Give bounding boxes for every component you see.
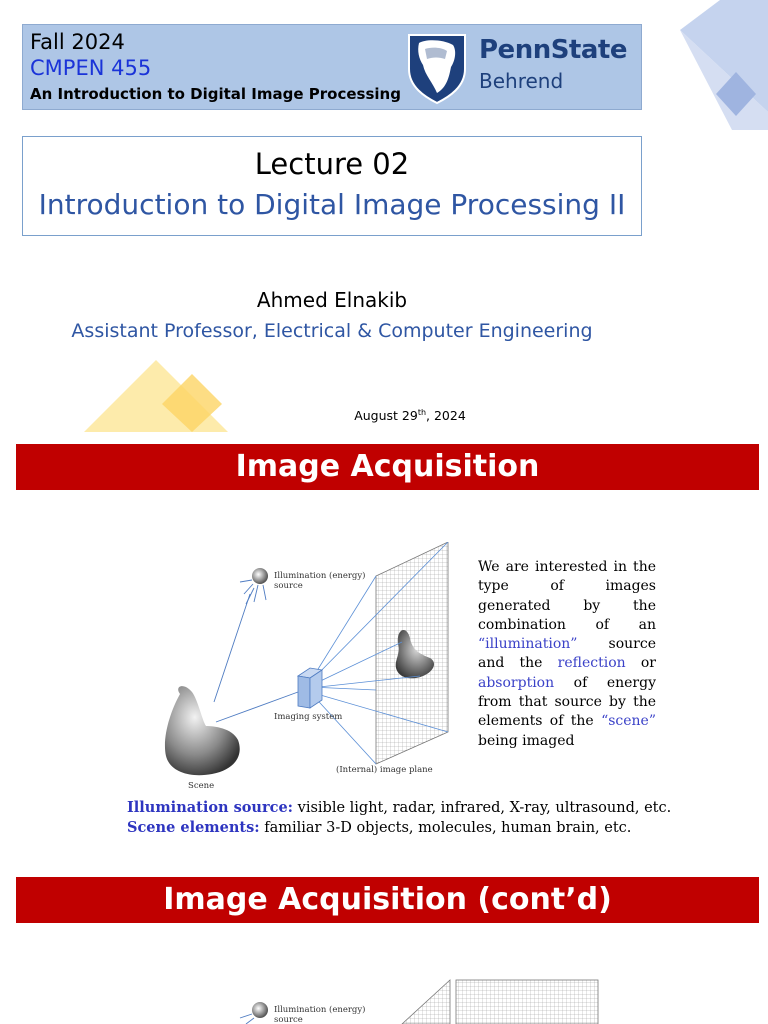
desc-text: of energy from that source by the elements of the [478,674,656,730]
note-label: Illumination source: [127,799,294,816]
term-scene: “scene” [601,713,656,730]
term-absorption: absorption [478,674,555,691]
course-term: Fall 2024 [30,30,125,54]
image-acquisition-diagram [150,542,466,794]
image-acquisition-diagram-partial [150,978,610,1024]
illumination-label-line2: source [274,1015,303,1024]
term-reflection: reflection [557,655,626,672]
slide-title-image-acquisition: Image Acquisition [16,444,759,490]
desc-text: being imaged [478,732,575,749]
illumination-label-line1: Illumination (energy) [274,571,366,581]
imaging-system-label: Imaging system [274,712,343,722]
imaging-system-icon [298,676,310,708]
illumination-label-line1: Illumination (energy) [274,1005,366,1015]
illumination-source-icon [252,1002,268,1018]
note-scene [127,818,727,838]
note-text: familiar 3-D objects, molecules, human brain, etc. [259,820,632,836]
nittany-lion-shield-icon [403,31,471,105]
scene-object [165,686,240,775]
acquisition-notes [127,798,727,838]
course-title: An Introduction to Digital Image Processing [30,85,401,103]
logo-text-behrend: Behrend [479,69,564,93]
lecture-date [300,408,520,423]
lecture-subtitle: Introduction to Digital Image Processing II [38,188,626,221]
lecture-title-box [22,136,642,236]
note-text: visible light, radar, infrared, X-ray, ultrasound, etc. [293,800,672,816]
desc-text: We are interested in the type of images generated by the combination of an [478,559,656,633]
course-code: CMPEN 455 [30,56,152,80]
author-title: Assistant Professor, Electrical & Computer Engineering [71,320,593,342]
note-illumination [127,798,727,818]
lecture-number: Lecture 02 [254,147,410,181]
decorative-blue-diamond [660,0,768,130]
date-rest: , 2024 [426,408,466,424]
date-suffix: th [417,408,427,417]
course-header-box [22,24,642,110]
scene-label: Scene [188,781,215,791]
desc-text: source and the [478,636,656,672]
slide-title-image-acquisition-contd: Image Acquisition (cont’d) [16,877,759,923]
logo-text-pennstate: PennState [479,35,627,65]
date-prefix: August 29 [354,408,418,424]
term-illumination: “illumination” [478,636,578,653]
decorative-yellow-triangle [84,360,228,432]
image-plane-label: (Internal) image plane [336,765,433,775]
desc-text: or [625,655,656,672]
pennstate-behrend-logo [403,31,639,105]
acquisition-description [478,558,656,751]
illumination-label-line2: source [274,581,303,591]
illumination-source-icon [252,568,268,584]
note-label: Scene elements: [127,819,260,836]
author-name: Ahmed Elnakib [256,288,408,312]
